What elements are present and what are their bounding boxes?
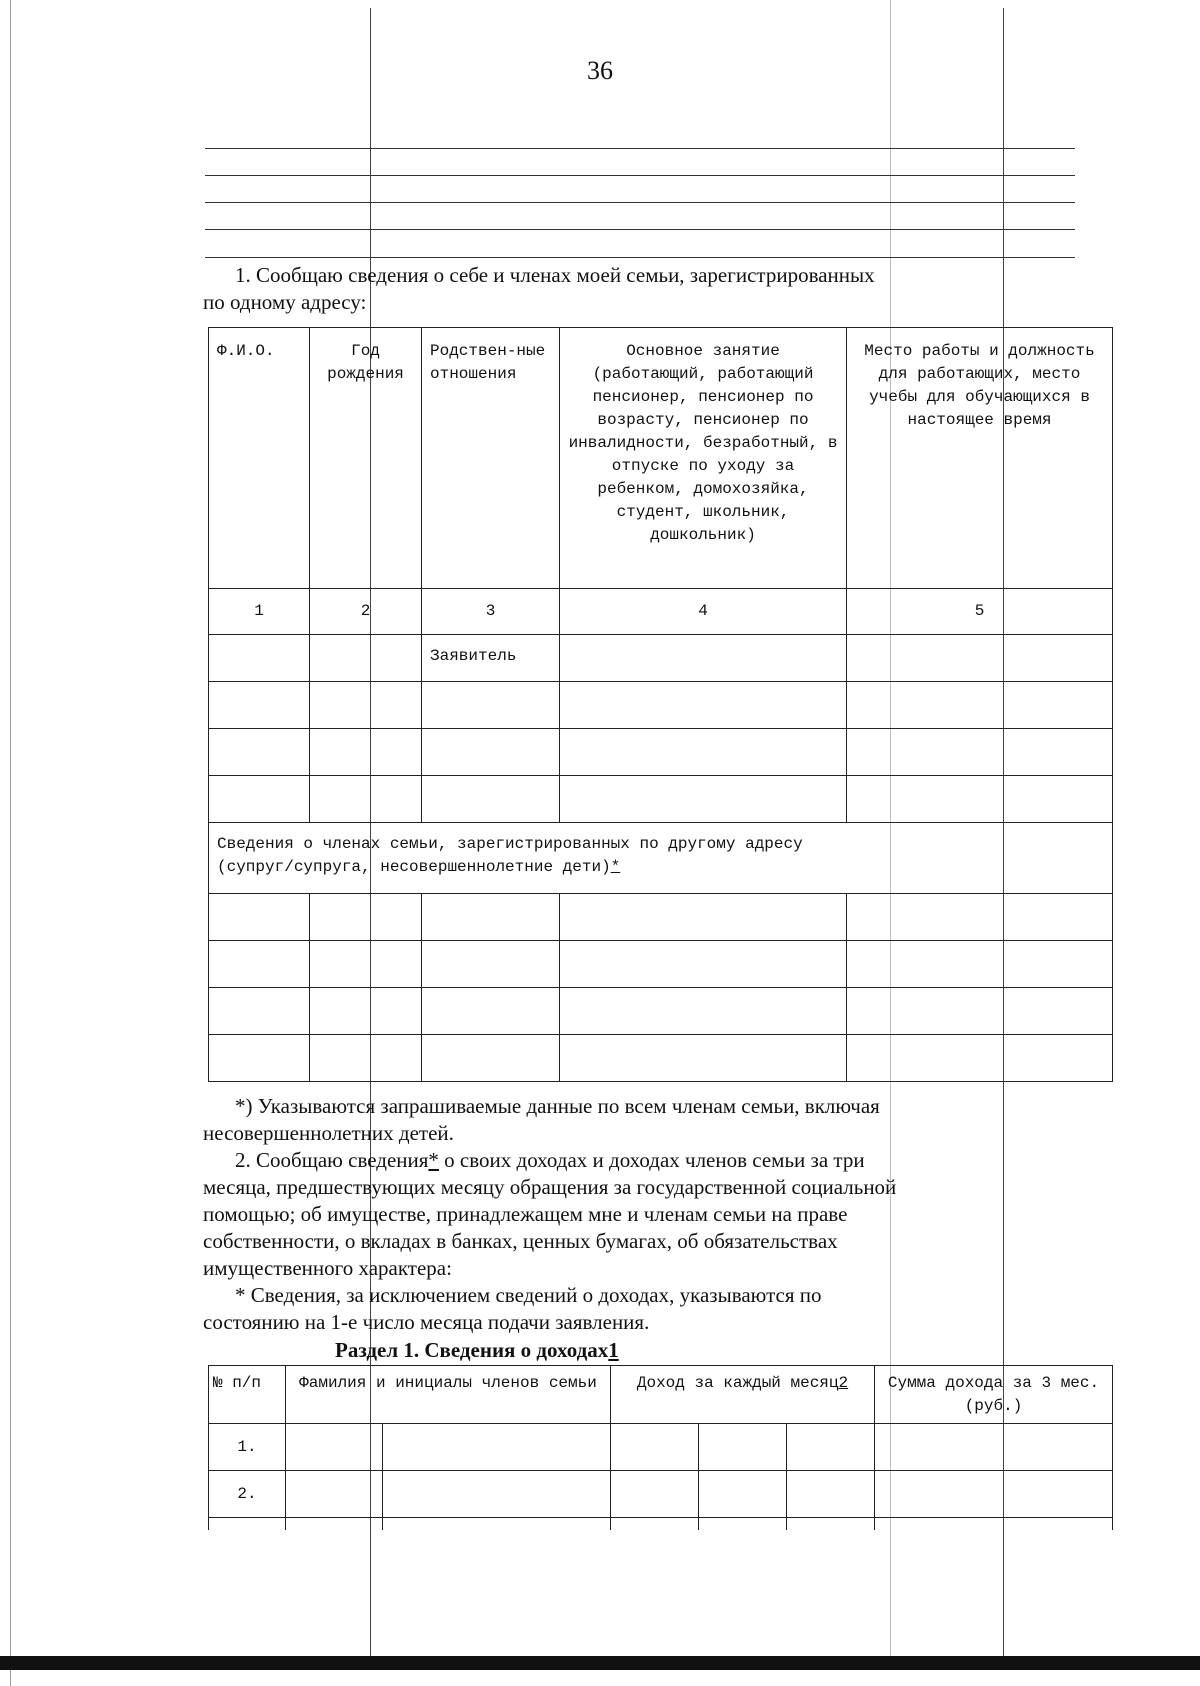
input-cell[interactable] [310,894,422,941]
section2-line2: месяца, предшествующих месяцу обращения за государственной социальной [203,1175,897,1199]
header-workplace [847,328,1113,589]
header-birth-year-text: Год рождения [327,342,404,383]
header-fio [209,328,310,589]
header-occupation-text: Основное занятие (работающий, работающий пенсионер, пенсионер по возрасту, пенсионер по инвалидности, безработный, в отпуске по уходу за ребенком, домохозяйка, студент, школьник, дошкольник) [568,342,838,544]
income-header-number-text: № п/п [213,1374,262,1392]
input-cell[interactable] [560,988,847,1035]
income-header-total [875,1366,1113,1424]
income-header-names [286,1366,611,1424]
input-cell[interactable] [286,1518,383,1530]
input-cell[interactable] [875,1424,1113,1471]
scan-bottom-bar [0,1656,1200,1670]
input-cell[interactable] [560,682,847,729]
input-cell[interactable] [209,894,310,941]
page-number: 36 [587,56,613,85]
input-cell[interactable] [847,894,1113,941]
income-header-number [209,1366,286,1424]
blank-line [205,202,1075,203]
input-cell[interactable] [209,988,310,1035]
input-cell[interactable] [560,729,847,776]
input-cell[interactable] [422,682,560,729]
input-cell[interactable] [422,941,560,988]
header-occupation [560,328,847,589]
blank-line [205,175,1075,176]
income-header-monthly [611,1366,875,1424]
input-cell[interactable] [847,988,1113,1035]
income-row-number: 2. [209,1471,286,1518]
input-cell[interactable] [611,1471,699,1518]
input-cell[interactable] [787,1424,875,1471]
column-number: 5 [847,589,1113,635]
blank-line [205,257,1075,258]
input-cell[interactable] [209,729,310,776]
input-cell[interactable] [422,894,560,941]
income-section-title-text: Раздел 1. Сведения о доходах [335,1338,609,1362]
input-cell[interactable] [209,635,310,682]
input-cell[interactable] [422,988,560,1035]
input-cell[interactable] [875,1518,1113,1530]
section2-line4: собственности, о вкладах в банках, ценных бумагах, об обязательствах [203,1229,838,1253]
column-number: 1 [209,589,310,635]
input-cell[interactable] [422,1035,560,1082]
other-address-note-text: (супруг/супруга, несовершеннолетние дети) [217,858,611,876]
input-cell[interactable] [310,988,422,1035]
header-fio-text: Ф.И.О. [217,342,275,360]
input-cell[interactable] [560,941,847,988]
other-address-note-line1: Сведения о членах семьи, зарегистрированных по другому адресу [217,835,803,853]
footnote1-line1: *) Указываются запрашиваемые данные по всем членам семьи, включая [235,1094,880,1118]
input-cell[interactable] [847,1035,1113,1082]
other-address-note-line2 [217,856,1104,879]
input-cell[interactable] [383,1518,611,1530]
input-cell[interactable] [611,1518,699,1530]
input-cell[interactable] [787,1518,875,1530]
family-members-table [208,327,1113,1082]
input-cell[interactable] [383,1471,611,1518]
section2-line1-b: о своих доходах и доходах членов семьи за три [438,1148,865,1172]
applicant-label: Заявитель [430,647,517,665]
input-cell[interactable] [611,1424,699,1471]
input-cell[interactable] [209,776,310,823]
input-cell[interactable] [847,729,1113,776]
section2-note-line2: состоянию на 1-е число месяца подачи заявления. [203,1310,650,1334]
section1-intro-line1: 1. Сообщаю сведения о себе и членах моей семьи, зарегистрированных [235,263,875,287]
input-cell[interactable] [422,776,560,823]
input-cell[interactable] [847,776,1113,823]
input-cell[interactable] [699,1471,787,1518]
input-cell[interactable] [310,635,422,682]
input-cell[interactable] [209,682,310,729]
applicant-cell[interactable] [422,635,560,682]
input-cell[interactable] [310,776,422,823]
section2-line3: помощью; об имуществе, принадлежащем мне и членам семьи на праве [203,1202,848,1226]
input-cell[interactable] [286,1471,383,1518]
section1-intro-line2: по одному адресу: [203,290,367,314]
income-header-names-text: Фамилия и инициалы членов семьи [299,1374,597,1392]
blank-line [205,148,1075,149]
input-cell[interactable] [286,1424,383,1471]
section2-line1 [235,1147,865,1174]
input-cell[interactable] [875,1471,1113,1518]
scan-edge-line [10,0,11,1686]
footnote-mark: 2 [838,1374,849,1392]
income-section-title [335,1338,619,1363]
input-cell[interactable] [209,1035,310,1082]
input-cell[interactable] [383,1424,611,1471]
input-cell[interactable] [787,1471,875,1518]
input-cell[interactable] [847,682,1113,729]
input-cell[interactable] [560,635,847,682]
input-cell[interactable] [422,729,560,776]
input-cell[interactable] [209,1518,286,1530]
income-header-total-text: Сумма дохода за 3 мес. (руб.) [887,1374,1100,1415]
header-relation [422,328,560,589]
column-number: 3 [422,589,560,635]
footnote1-line2: несовершеннолетних детей. [203,1121,454,1145]
header-relation-text: Родствен-ные отношения [430,342,546,383]
input-cell[interactable] [310,941,422,988]
income-header-monthly-text: Доход за каждый месяц [636,1374,839,1392]
input-cell[interactable] [310,729,422,776]
input-cell[interactable] [560,894,847,941]
section2-line5: имущественного характера: [203,1256,452,1280]
income-row-number: 1. [209,1424,286,1471]
input-cell[interactable] [310,1035,422,1082]
input-cell[interactable] [847,635,1113,682]
other-address-note [209,823,1113,894]
input-cell[interactable] [560,776,847,823]
input-cell[interactable] [699,1518,787,1530]
column-number: 2 [310,589,422,635]
section2-line1-a: 2. Сообщаю сведения [235,1148,429,1172]
input-cell[interactable] [560,1035,847,1082]
income-table [208,1365,1113,1530]
header-birth-year [310,328,422,589]
input-cell[interactable] [310,682,422,729]
header-workplace-text: Место работы и должность для работающих, место учебы для обучающихся в настоящее время [864,342,1095,429]
blank-line [205,229,1075,230]
input-cell[interactable] [209,941,310,988]
input-cell[interactable] [699,1424,787,1471]
footnote-mark: * [610,858,621,876]
input-cell[interactable] [847,941,1113,988]
section2-note-line1: * Сведения, за исключением сведений о доходах, указываются по [235,1283,822,1307]
column-number: 4 [560,589,847,635]
footnote-mark: * [428,1148,439,1172]
footnote-mark: 1 [608,1338,619,1362]
